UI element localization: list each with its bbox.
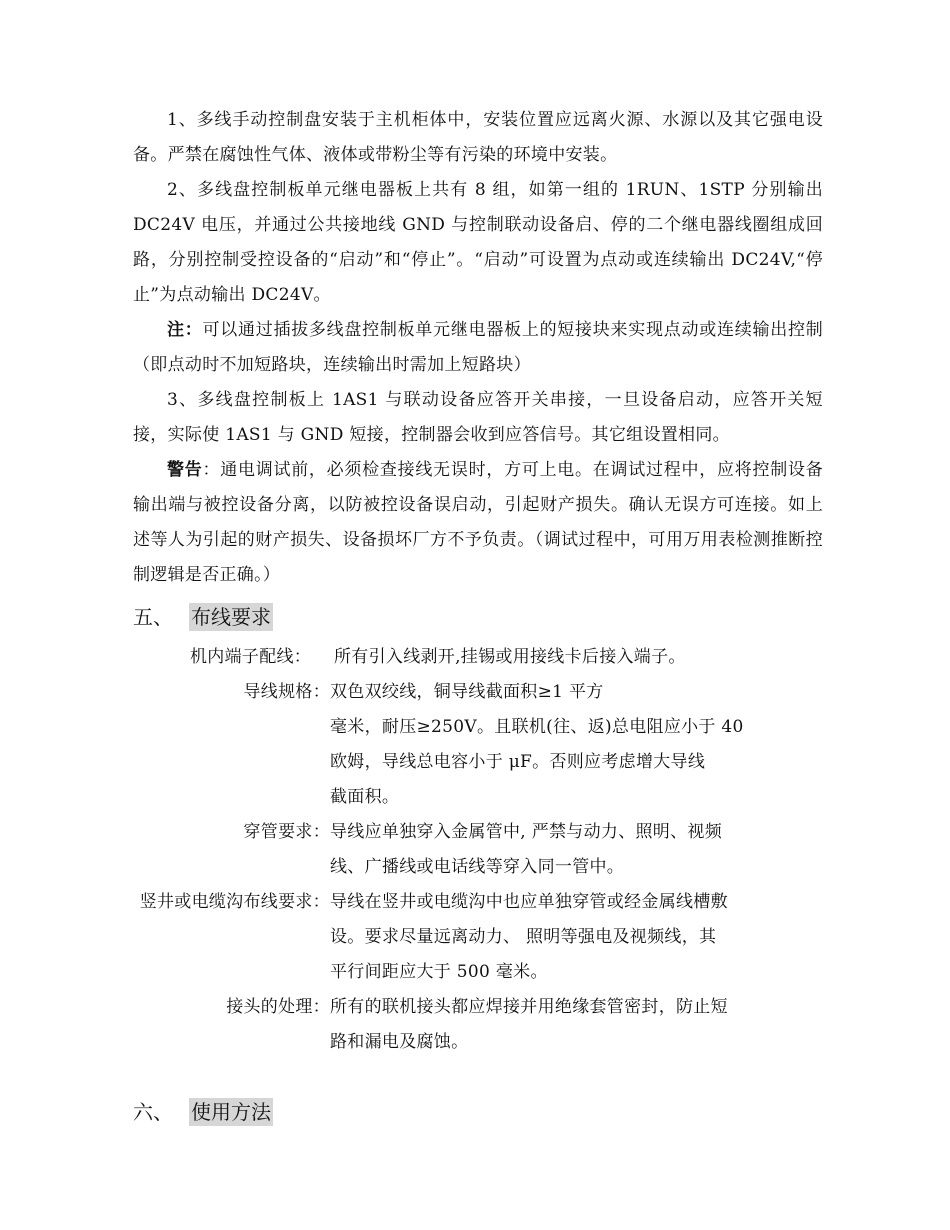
wiring-value-terminal — [334, 640, 772, 675]
wiring-value-conduit — [330, 815, 768, 885]
text-line: 设。要求尽量远离动力、 照明等强电及视频线，其 — [330, 927, 717, 947]
text-line: 毫米，耐压≥250V。且联机(往、返)总电阻应小于 40 — [330, 717, 744, 737]
wiring-label-terminal: 机内端子配线： — [190, 647, 312, 667]
text-line: 截面积。 — [330, 787, 400, 807]
wiring-value-shaft — [330, 885, 768, 990]
paragraph-installation: 1、多线手动控制盘安装于主机柜体中，安装位置应远离火源、水源以及其它强电设备。严禁在腐蚀性气体、液体或带粉尘等有污染的环境中安装。 — [133, 110, 823, 165]
wiring-label-shaft: 竖井或电缆沟布线要求： — [139, 892, 330, 912]
wiring-value-joint — [330, 990, 768, 1060]
section-title: 布线要求 — [191, 605, 271, 629]
paragraph-relay-board: 2、多线盘控制板单元继电器板上共有 8 组，如第一组的 1RUN、1STP 分别输出 DC24V 电压，并通过公共接地线 GND 与控制联动设备启、停的二个继电器线圈组成回路，分别控制受控设备的“启动”和“停止”。“启动”可设置为点动或连续输出 DC24V,“停止”为点动输出 DC24V。 — [133, 180, 823, 305]
paragraph-answer-switch: 3、多线盘控制板上 1AS1 与联动设备应答开关串接，一旦设备启动，应答开关短接，实际使 1AS1 与 GND 短接，控制器会收到应答信号。其它组设置相同。 — [133, 390, 823, 445]
wiring-label-conduit: 穿管要求： — [243, 822, 330, 842]
wiring-label-joint: 接头的处理： — [226, 997, 330, 1017]
text-line: 路和漏电及腐蚀。 — [330, 1032, 469, 1052]
section-number: 六、 — [133, 1100, 173, 1124]
wiring-value-wire-spec — [330, 675, 768, 815]
section-number: 五、 — [133, 605, 173, 629]
text-line: 所有引入线剥开,挂锡或用接线卡后接入端子。 — [334, 647, 686, 667]
warning-text: ：通电调试前，必须检查接线无误时，方可上电。在调试过程中，应将控制设备输出端与被控设备分离，以防被控设备误启动，引起财产损失。确认无误方可连接。如上述等人为引起的财产损失、设备损坏厂方不予负责。（调试过程中，可用万用表检测推断控制逻辑是否正确。） — [133, 460, 823, 585]
paragraph-warning — [133, 453, 823, 593]
note-text: 可以通过插拔多线盘控制板单元继电器板上的短接块来实现点动或连续输出控制（即点动时不加短路块，连续输出时需加上短路块） — [133, 320, 823, 375]
text-line: 平行间距应大于 500 毫米。 — [330, 962, 548, 982]
paragraph-note — [133, 313, 823, 383]
wiring-label-wire-spec: 导线规格： — [243, 682, 330, 702]
text-line: 导线应单独穿入金属管中, 严禁与动力、照明、视频 — [330, 822, 723, 842]
section-heading-wiring — [133, 603, 273, 631]
text-line: 双色双绞线，铜导线截面积≥1 平方 — [330, 682, 604, 702]
text-line: 导线在竖井或电缆沟中也应单独穿管或经金属线槽敷 — [330, 892, 728, 912]
text-line: 欧姆，导线总电容小于 μF。否则应考虑增大导线 — [330, 752, 706, 772]
text-line: 线、广播线或电话线等穿入同一管中。 — [330, 857, 625, 877]
section-heading-usage — [133, 1098, 273, 1126]
warning-label: 警告 — [167, 460, 203, 480]
text-line: 所有的联机接头都应焊接并用绝缘套管密封，防止短 — [330, 997, 728, 1017]
section-title: 使用方法 — [191, 1100, 271, 1124]
note-label: 注： — [167, 320, 203, 340]
